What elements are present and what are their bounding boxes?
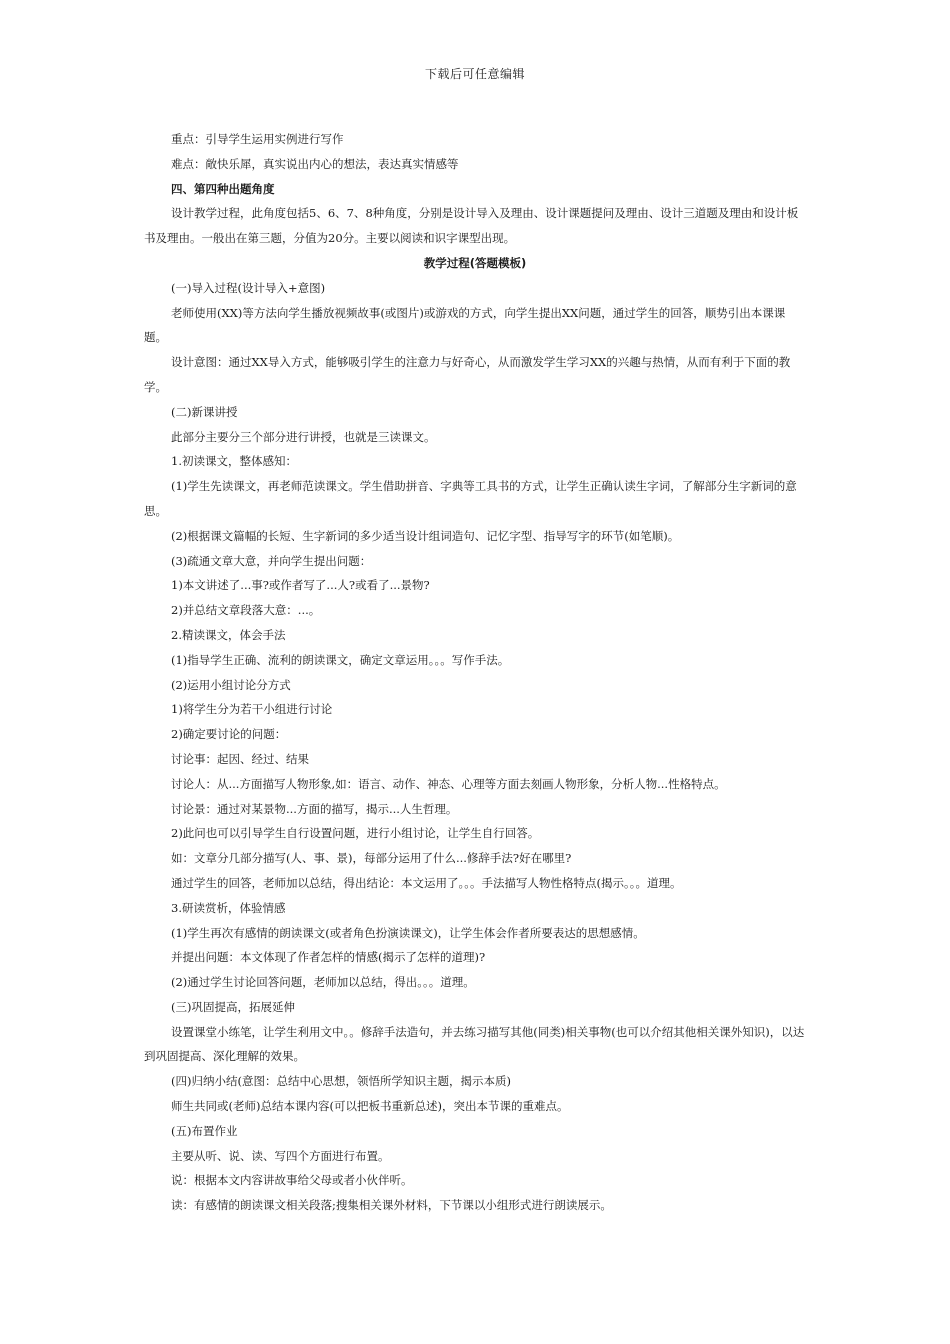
paragraph: 重点：引导学生运用实例进行写作 — [171, 132, 344, 146]
paragraph: 师生共同或(老师)总结本课内容(可以把板书重新总述)，突出本节课的重难点。 — [171, 1099, 569, 1114]
paragraph: 讨论人：从...方面描写人物形象,如：语言、动作、神态、心理等方面去刻画人物形象，分析人物...性格特点。 — [171, 776, 726, 791]
paragraph: 老师使用(XX)等方法向学生播放视频故事(或图片)或游戏的方式，向学生提出XX问题，通过学生的回答，顺势引出本课课题。 — [144, 305, 786, 345]
page-header: 下载后可任意编辑 — [424, 67, 525, 81]
paragraph: (1)学生再次有感情的朗读课文(或者角色扮演读课文)，让学生体会作者所要表达的思想感情。 — [171, 925, 645, 940]
paragraph: (2)根据课文篇幅的长短、生字新词的多少适当设计组词造句、记忆字型、指导写字的环节(如笔顺)。 — [171, 528, 680, 543]
paragraph: (1)学生先读课文，再老师范读课文。学生借助拼音、字典等工具书的方式，让学生正确认读生字词，了解部分生字新词的意思。 — [144, 479, 797, 518]
paragraph: 主要从听、说、读、写四个方面进行布置。 — [171, 1148, 390, 1163]
paragraph: 讨论景：通过对某景物...方面的描写，揭示...人生哲理。 — [171, 801, 458, 816]
paragraph: 设计意图：通过XX导入方式，能够吸引学生的注意力与好奇心，从而激发学生学习XX的兴趣与热情，从而有利于下面的教学。 — [144, 355, 791, 394]
paragraph: (二)新课讲授 — [171, 404, 238, 419]
paragraph: 说：根据本文内容讲故事给父母或者小伙伴听。 — [171, 1173, 413, 1188]
paragraph: 通过学生的回答，老师加以总结，得出结论：本文运用了。。。手法描写人物性格特点(揭示。。。道理。 — [171, 875, 682, 890]
paragraph: (一)导入过程(设计导入+意图) — [171, 280, 326, 295]
paragraph: 2)此问也可以引导学生自行设置问题，进行小组讨论，让学生自行回答。 — [171, 826, 540, 841]
paragraph: 1.初读课文，整体感知： — [171, 454, 297, 469]
paragraph: 3.研读赏析，体验情感 — [171, 900, 286, 915]
paragraph: (3)疏通文章大意，并向学生提出问题： — [171, 553, 372, 568]
paragraph: (三)巩固提高，拓展延伸 — [171, 999, 295, 1014]
paragraph: 读：有感情的朗读课文相关段落;搜集相关课外材料，下节课以小组形式进行朗读展示。 — [171, 1198, 612, 1213]
section-title: 教学过程(答题模板) — [423, 255, 527, 270]
paragraph: (2)运用小组讨论分方式 — [171, 677, 291, 692]
paragraph: 1)将学生分为若干小组进行讨论 — [171, 702, 333, 717]
paragraph: (1)指导学生正确、流利的朗读课文，确定文章运用。。。写作手法。 — [171, 652, 510, 667]
paragraph: 1)本文讲述了...事?或作者写了...人?或看了...景物? — [171, 578, 430, 593]
paragraph: (五)布置作业 — [171, 1123, 238, 1138]
paragraph: 设置课堂小练笔，让学生利用文中。。修辞手法造句，并去练习描写其他(同类)相关事物(也可以介绍其他相关课外知识)，以达到巩固提高、深化理解的效果。 — [144, 1024, 805, 1064]
paragraph: 2)确定要讨论的问题： — [171, 727, 287, 742]
paragraph: 难点：敞快乐犀，真实说出内心的想法，表达真实情感等 — [171, 156, 459, 171]
paragraph: (2)通过学生讨论回答问题，老师加以总结，得出。。。道理。 — [171, 975, 475, 990]
paragraph: 并提出问题：本文体现了作者怎样的情感(揭示了怎样的道理)? — [171, 950, 486, 965]
paragraph: (四)归纳小结(意图：总结中心思想，领悟所学知识主题，揭示本质) — [171, 1074, 511, 1089]
paragraph: 2.精读课文，体会手法 — [171, 627, 286, 642]
paragraph: 设计教学过程，此角度包括5、6、7、8种角度，分别是设计导入及理由、设计课题提问及理由、设计三道题及理由和设计板书及理由。一般出在第三题，分值为20分。主要以阅读和识字课型出现。 — [144, 206, 799, 246]
document-body — [144, 127, 806, 1218]
paragraph: 讨论事：起因、经过、结果 — [171, 751, 309, 766]
section-heading: 四、第四种出题角度 — [171, 181, 275, 196]
paragraph: 此部分主要分三个部分进行讲授，也就是三读课文。 — [171, 429, 436, 444]
paragraph: 2)并总结文章段落大意：...。 — [171, 603, 321, 618]
paragraph: 如：文章分几部分描写(人、事、景)，每部分运用了什么...修辞手法?好在哪里? — [171, 851, 572, 866]
